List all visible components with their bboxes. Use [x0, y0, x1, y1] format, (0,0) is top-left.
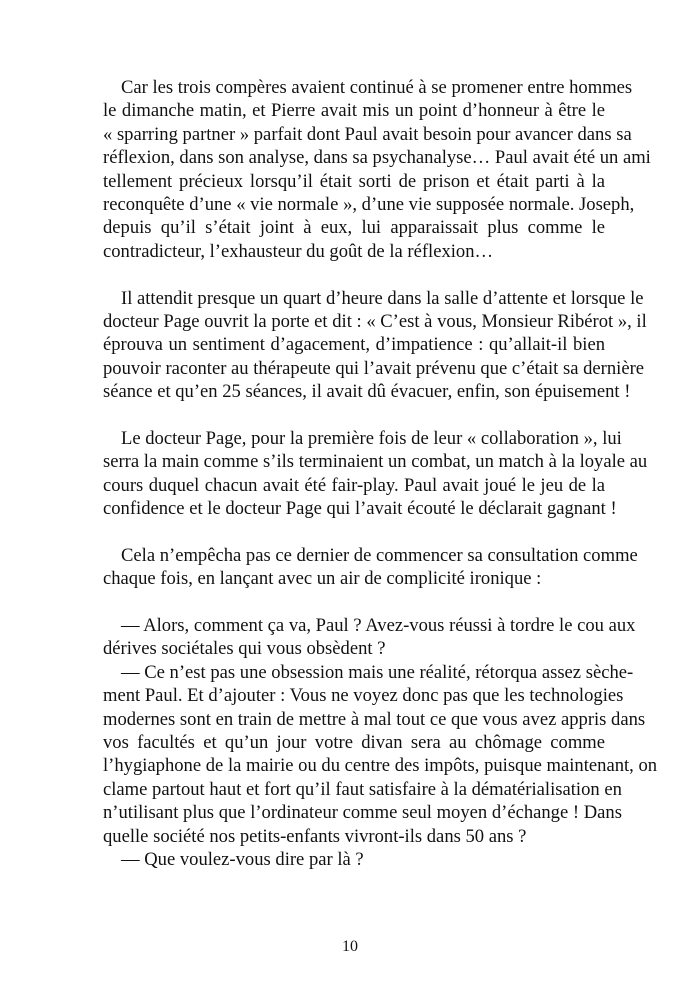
text-line: dérives sociétales qui vous obsèdent ? — [103, 638, 386, 660]
text-line: chaque fois, en lançant avec un air de complicité ironique : — [103, 568, 542, 590]
text-line: séance et qu’en 25 séances, il avait dû évacuer, enfin, son épuisement ! — [103, 381, 631, 403]
text-line: le dimanche matin, et Pierre avait mis un point d’honneur à être le — [103, 100, 605, 122]
paragraph-gap — [103, 263, 605, 286]
text-line: pouvoir raconter au thérapeute qui l’avait prévenu que c’était sa dernière — [103, 357, 645, 379]
text-line: — Que voulez-vous dire par là ? — [121, 848, 364, 870]
text-line: docteur Page ouvrit la porte et dit : « C’est à vous, Monsieur Ribérot », il — [103, 310, 647, 332]
text-line: éprouva un sentiment d’agacement, d’impatience : qu’allait-il bien — [103, 334, 605, 356]
paragraph — [103, 76, 651, 263]
text-line: n’utilisant plus que l’ordinateur comme seul moyen d’échange ! Dans — [103, 802, 622, 824]
paragraph-gap — [103, 520, 605, 543]
text-line: serra la main comme s’ils terminaient un combat, un match à la loyale au — [103, 451, 648, 473]
text-line: réflexion, dans son analyse, dans sa psychanalyse… Paul avait été un ami — [103, 147, 651, 169]
paragraph — [103, 614, 658, 871]
text-line: ment Paul. Et d’ajouter : Vous ne voyez donc pas que les technologies — [103, 685, 624, 707]
text-line: l’hygiaphone de la mairie ou du centre des impôts, puisque maintenant, on — [103, 755, 658, 777]
text-line: vos facultés et qu’un jour votre divan sera au chômage comme — [103, 731, 605, 753]
paragraph — [103, 287, 647, 404]
text-line: modernes sont en train de mettre à mal tout ce que vous avez appris dans — [103, 708, 646, 730]
text-line: tellement précieux lorsqu’il était sorti de prison et était parti à la — [103, 170, 605, 192]
text-line: Car les trois compères avaient continué à se promener entre hommes — [121, 77, 633, 98]
text-line: clame partout haut et fort qu’il faut satisfaire à la dématérialisation en — [103, 778, 622, 800]
paragraph-gap — [103, 591, 605, 614]
text-line: — Alors, comment ça va, Paul ? Avez-vous réussi à tordre le cou aux — [121, 614, 636, 636]
text-line: Il attendit presque un quart d’heure dans la salle d’attente et lorsque le — [121, 287, 644, 309]
text-line: confidence et le docteur Page qui l’avait écouté le déclarait gagnant ! — [103, 498, 617, 520]
text-line: reconquête d’une « vie normale », d’une vie supposée normale. Joseph, — [103, 193, 635, 215]
text-line: quelle société nos petits-enfants vivront-ils dans 50 ans ? — [103, 825, 527, 847]
text-line: Cela n’empêcha pas ce dernier de commencer sa consultation comme — [121, 544, 638, 566]
page-body — [103, 76, 658, 871]
text-line: depuis qu’il s’était joint à eux, lui apparaissait plus comme le — [103, 217, 605, 239]
text-line: Le docteur Page, pour la première fois de leur « collaboration », lui — [121, 427, 622, 449]
text-line: cours duquel chacun avait été fair-play. Paul avait joué le jeu de la — [103, 474, 605, 496]
paragraph-gap — [103, 403, 605, 426]
page-number: 10 — [342, 938, 358, 955]
paragraph — [103, 427, 648, 521]
text-line: contradicteur, l’exhausteur du goût de la réflexion… — [103, 240, 494, 262]
paragraph — [103, 544, 638, 591]
text-line: « sparring partner » parfait dont Paul avait besoin pour avancer dans sa — [103, 123, 632, 145]
text-line: — Ce n’est pas une obsession mais une réalité, rétorqua assez sèche- — [121, 661, 634, 683]
